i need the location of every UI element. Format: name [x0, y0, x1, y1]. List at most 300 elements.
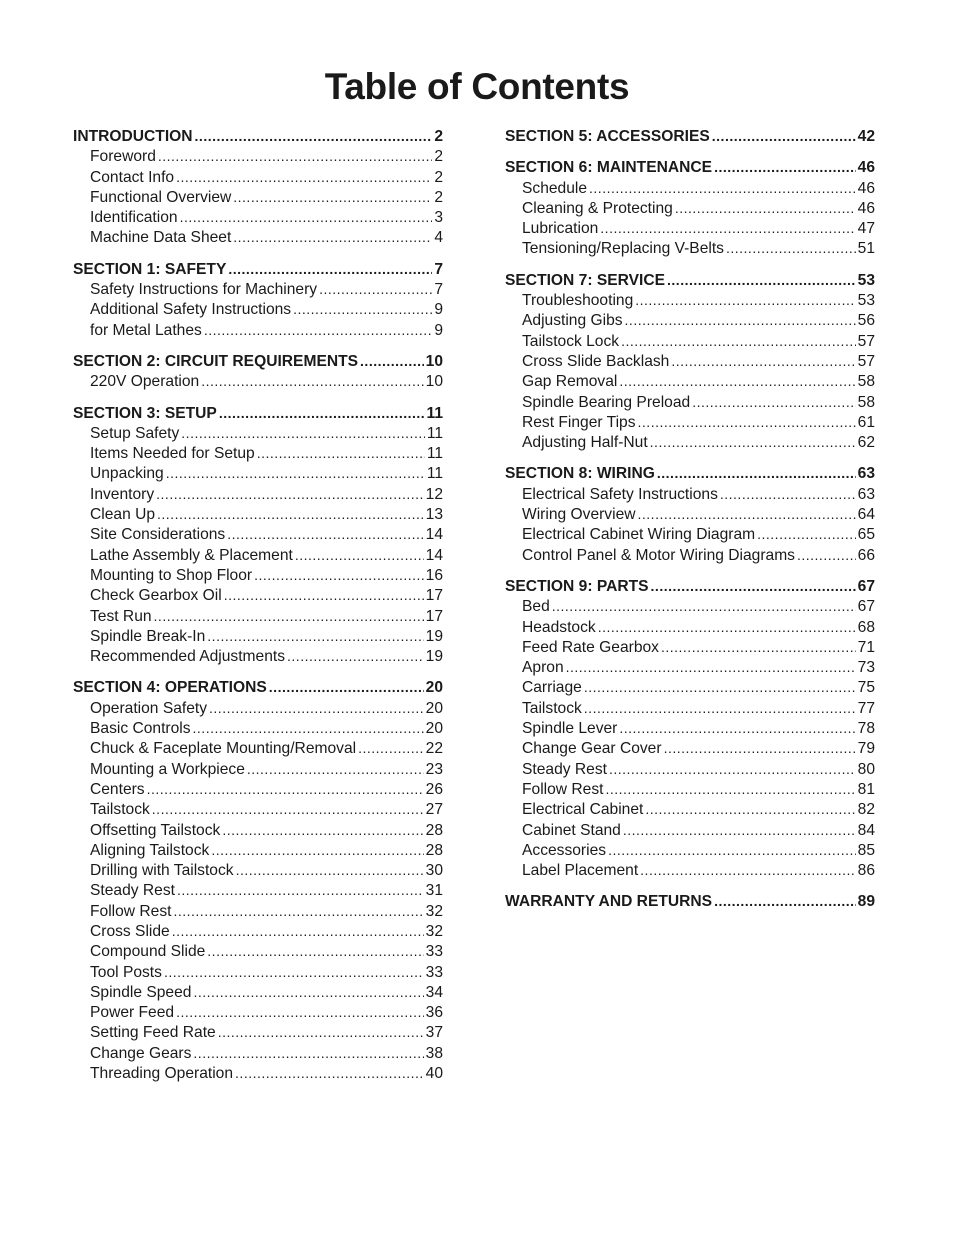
entry-title: Test Run	[90, 607, 152, 625]
page-number: 57	[857, 352, 875, 370]
dot-leader	[584, 677, 856, 697]
dot-leader	[720, 484, 856, 504]
toc-section	[505, 126, 875, 146]
dot-leader	[650, 432, 856, 452]
dot-leader	[600, 218, 855, 238]
dot-leader	[224, 585, 424, 605]
toc-entry-tool-posts[interactable]	[73, 962, 443, 982]
dot-leader	[625, 310, 856, 330]
dot-leader	[714, 157, 856, 177]
page-number: 11	[426, 445, 443, 463]
entry-title: Cross Slide	[90, 922, 170, 940]
toc-entry-adjusting-gibs[interactable]	[505, 310, 875, 330]
dot-leader	[154, 606, 424, 626]
page-number: 37	[425, 1024, 443, 1042]
dot-leader	[193, 1043, 423, 1063]
page-number: 68	[857, 618, 875, 636]
entry-title: Operation Safety	[90, 699, 208, 717]
toc-entry-spindle-lever[interactable]	[505, 718, 875, 738]
page-number: 58	[857, 373, 875, 391]
dot-leader	[623, 820, 856, 840]
toc-entry-cleaning-protecting[interactable]	[505, 198, 875, 218]
section-title: SECTION 3: SETUP	[73, 404, 217, 422]
dot-leader	[797, 545, 856, 565]
toc-entry-recommended-adjustments[interactable]	[73, 646, 443, 666]
entry-title: Electrical Cabinet Wiring Diagram	[522, 526, 756, 544]
toc-entry-electrical-cabinet[interactable]	[505, 799, 875, 819]
page-number: 23	[425, 760, 443, 778]
toc-section	[505, 463, 875, 564]
dot-leader	[180, 207, 433, 227]
toc-section-heading-section-7-service[interactable]	[505, 270, 875, 290]
dot-leader	[358, 738, 424, 758]
page-number: 28	[425, 841, 443, 859]
entry-title: Change Gear Cover	[522, 740, 662, 758]
entry-title: Machine Data Sheet	[90, 229, 232, 247]
dot-leader	[645, 799, 855, 819]
dot-leader	[584, 698, 856, 718]
entry-title: Tailstock Lock	[522, 332, 620, 350]
toc-entry-mounting-a-workpiece[interactable]	[73, 759, 443, 779]
toc-entry-tensioning-replacing-v-belts[interactable]	[505, 238, 875, 258]
page-number: 11	[426, 465, 443, 483]
page-title: Table of Contents	[324, 66, 630, 107]
dot-leader	[172, 921, 424, 941]
toc-entry-site-considerations[interactable]	[73, 524, 443, 544]
toc-entry-aligning-tailstock[interactable]	[73, 840, 443, 860]
page-number: 51	[857, 240, 875, 258]
page-number: 10	[425, 373, 443, 391]
toc-entry-mounting-to-shop-floor[interactable]	[73, 565, 443, 585]
section-title: SECTION 8: WIRING	[505, 465, 655, 483]
entry-title: Headstock	[522, 618, 596, 636]
dot-leader	[671, 351, 855, 371]
dot-leader	[293, 299, 432, 319]
toc-left-column	[73, 126, 443, 1094]
dot-leader	[176, 167, 432, 187]
page-number: 77	[857, 699, 875, 717]
toc-entry-threading-operation[interactable]	[73, 1063, 443, 1083]
page-number: 66	[857, 546, 875, 564]
toc-entry-spindle-bearing-preload[interactable]	[505, 392, 875, 412]
page-number: 65	[857, 526, 875, 544]
dot-leader	[726, 238, 856, 258]
toc-entry-steady-rest[interactable]	[505, 759, 875, 779]
toc-entry-operation-safety[interactable]	[73, 698, 443, 718]
page-number: 79	[857, 740, 875, 758]
entry-title: Check Gearbox Oil	[90, 587, 222, 605]
dot-leader	[235, 1063, 424, 1083]
entry-title: Bed	[522, 598, 550, 616]
page-number: 20	[425, 720, 443, 738]
toc-entry-schedule[interactable]	[505, 178, 875, 198]
entry-title: Carriage	[522, 679, 582, 697]
dot-leader	[638, 504, 856, 524]
dot-leader	[712, 126, 856, 146]
entry-title: Follow Rest	[90, 902, 172, 920]
page-number: 85	[857, 841, 875, 859]
page-number: 63	[857, 485, 875, 503]
toc-entry-test-run[interactable]	[73, 606, 443, 626]
toc-entry-setup-safety[interactable]	[73, 423, 443, 443]
toc-entry-change-gears[interactable]	[73, 1043, 443, 1063]
toc-entry-electrical-safety-instructions[interactable]	[505, 484, 875, 504]
toc-entry-accessories[interactable]	[505, 840, 875, 860]
dot-leader	[638, 412, 856, 432]
dot-leader	[211, 840, 423, 860]
dot-leader	[207, 941, 423, 961]
dot-leader	[651, 576, 856, 596]
dot-leader	[181, 423, 425, 443]
toc-entry-tailstock[interactable]	[505, 698, 875, 718]
dot-leader	[201, 371, 423, 391]
page-number: 19	[425, 648, 443, 666]
dot-leader	[608, 840, 856, 860]
dot-leader	[635, 290, 855, 310]
toc-section-heading-section-3-setup[interactable]	[73, 403, 443, 423]
dot-leader	[552, 596, 856, 616]
dot-leader	[621, 331, 856, 351]
page-number: 73	[857, 659, 875, 677]
toc-entry-steady-rest[interactable]	[73, 880, 443, 900]
page-number: 53	[857, 292, 875, 310]
dot-leader	[152, 799, 424, 819]
page-number: 89	[857, 893, 875, 911]
entry-title: Electrical Cabinet	[522, 801, 644, 819]
toc-section-heading-section-1-safety[interactable]	[73, 259, 443, 279]
toc-entry-label-placement[interactable]	[505, 860, 875, 880]
toc-section	[505, 157, 875, 258]
page-number: 11	[426, 424, 443, 442]
toc-section	[505, 891, 875, 911]
toc-section	[73, 259, 443, 340]
page-number: 32	[425, 902, 443, 920]
toc-section	[73, 351, 443, 392]
page-number: 46	[857, 159, 875, 177]
page-number: 34	[425, 983, 443, 1001]
page-number: 32	[425, 922, 443, 940]
toc-entry-clean-up[interactable]	[73, 504, 443, 524]
page-number: 14	[425, 546, 443, 564]
entry-title: Wiring Overview	[522, 506, 636, 524]
page-number: 46	[857, 199, 875, 217]
toc-entry-lathe-assembly-placement[interactable]	[73, 545, 443, 565]
dot-leader	[664, 738, 856, 758]
entry-title: Aligning Tailstock	[90, 841, 210, 859]
entry-title: Mounting to Shop Floor	[90, 566, 253, 584]
toc-section-heading-section-8-wiring[interactable]	[505, 463, 875, 483]
toc-entry-drilling-with-tailstock[interactable]	[73, 860, 443, 880]
page-number: 33	[425, 943, 443, 961]
dot-leader	[598, 617, 856, 637]
toc-section-heading-section-5-accessories[interactable]	[505, 126, 875, 146]
entry-title: Troubleshooting	[522, 292, 634, 310]
dot-leader	[269, 677, 424, 697]
toc-entry-spindle-speed[interactable]	[73, 982, 443, 1002]
entry-title: for Metal Lathes	[90, 321, 202, 339]
dot-leader	[295, 545, 424, 565]
page-number: 81	[857, 780, 875, 798]
entry-title: Schedule	[522, 179, 588, 197]
entry-title: Centers	[90, 780, 145, 798]
entry-title: Unpacking	[90, 465, 164, 483]
section-title: SECTION 1: SAFETY	[73, 260, 227, 278]
toc-entry-cross-slide-backlash[interactable]	[505, 351, 875, 371]
page-number: 67	[857, 598, 875, 616]
toc-entry-220v-operation[interactable]	[73, 371, 443, 391]
entry-title: Steady Rest	[90, 882, 175, 900]
toc-entry-foreword[interactable]	[73, 146, 443, 166]
toc-entry-check-gearbox-oil[interactable]	[73, 585, 443, 605]
page-number: 38	[425, 1044, 443, 1062]
entry-title: Threading Operation	[90, 1065, 234, 1083]
page-number: 2	[434, 168, 443, 186]
page-number: 4	[434, 229, 443, 247]
dot-leader	[209, 698, 424, 718]
toc-entry-compound-slide[interactable]	[73, 941, 443, 961]
entry-title: Rest Finger Tips	[522, 413, 636, 431]
dot-leader	[667, 270, 856, 290]
toc-entry-centers[interactable]	[73, 779, 443, 799]
entry-title: Drilling with Tailstock	[90, 862, 234, 880]
page-number: 62	[857, 434, 875, 452]
toc-entry-carriage[interactable]	[505, 677, 875, 697]
dot-leader	[177, 880, 424, 900]
dot-leader	[287, 646, 424, 666]
section-title: INTRODUCTION	[73, 128, 193, 145]
toc-section-heading-warranty-and-returns[interactable]	[505, 891, 875, 911]
toc-entry-rest-finger-tips[interactable]	[505, 412, 875, 432]
page-number: 10	[425, 352, 443, 370]
entry-title: Feed Rate Gearbox	[522, 638, 659, 656]
page-number: 86	[857, 862, 875, 880]
page-number: 16	[425, 566, 443, 584]
toc-entry-change-gear-cover[interactable]	[505, 738, 875, 758]
entry-title: Tailstock	[522, 699, 582, 717]
dot-leader	[218, 1022, 424, 1042]
entry-title: Tool Posts	[90, 963, 162, 981]
page-number: 40	[425, 1065, 443, 1083]
toc-entry-items-needed-for-setup[interactable]	[73, 443, 443, 463]
toc-entry-bed[interactable]	[505, 596, 875, 616]
toc-entry-power-feed[interactable]	[73, 1002, 443, 1022]
toc-section-heading-introduction[interactable]	[73, 126, 443, 146]
toc-section-heading-section-2-circuit-requirements[interactable]	[73, 351, 443, 371]
dot-leader	[156, 484, 423, 504]
entry-title: Steady Rest	[522, 760, 607, 778]
toc-entry-adjusting-half-nut[interactable]	[505, 432, 875, 452]
section-title: SECTION 9: PARTS	[505, 577, 649, 595]
toc-entry-spindle-break-in[interactable]	[73, 626, 443, 646]
toc-entry-chuck-faceplate-mounting-removal[interactable]	[73, 738, 443, 758]
page-number: 61	[857, 413, 875, 431]
dot-leader	[219, 403, 425, 423]
page-number: 12	[425, 485, 443, 503]
page-number: 53	[857, 271, 875, 289]
toc-entry-follow-rest[interactable]	[73, 901, 443, 921]
dot-leader	[661, 637, 856, 657]
page-number: 67	[857, 577, 875, 595]
dot-leader	[166, 463, 425, 483]
dot-leader	[247, 759, 424, 779]
page-number: 9	[434, 321, 443, 339]
toc-section	[505, 270, 875, 453]
dot-leader	[173, 901, 423, 921]
toc-entry-machine-data-sheet[interactable]	[73, 227, 443, 247]
entry-title: Contact Info	[90, 168, 175, 186]
toc-section-heading-section-9-parts[interactable]	[505, 576, 875, 596]
toc-section-heading-section-4-operations[interactable]	[73, 677, 443, 697]
dot-leader	[158, 146, 432, 166]
entry-title: Apron	[522, 659, 564, 677]
dot-leader	[605, 779, 855, 799]
toc-entry-headstock[interactable]	[505, 617, 875, 637]
page-number: 20	[425, 679, 443, 697]
toc-section	[73, 126, 443, 248]
dot-leader	[619, 371, 855, 391]
entry-title: Identification	[90, 209, 178, 227]
entry-title: Offsetting Tailstock	[90, 821, 221, 839]
page-number: 14	[425, 526, 443, 544]
page-number: 2	[434, 148, 443, 166]
page-number: 13	[425, 506, 443, 524]
page-number: 58	[857, 393, 875, 411]
entry-title: Mounting a Workpiece	[90, 760, 245, 778]
toc-entry-functional-overview[interactable]	[73, 187, 443, 207]
toc-entry-lubrication[interactable]	[505, 218, 875, 238]
entry-title: Foreword	[90, 148, 156, 166]
dot-leader	[227, 524, 423, 544]
entry-title: Accessories	[522, 841, 607, 859]
entry-title: Power Feed	[90, 1004, 175, 1022]
entry-title: Change Gears	[90, 1044, 192, 1062]
page-number: 17	[425, 607, 443, 625]
page-number: 31	[425, 882, 443, 900]
entry-title: Control Panel & Motor Wiring Diagrams	[522, 546, 795, 564]
toc-entry-safety-instructions-for-machinery[interactable]	[73, 279, 443, 299]
section-title: SECTION 5: ACCESSORIES	[505, 128, 710, 145]
entry-title: 220V Operation	[90, 373, 200, 391]
toc-entry-gap-removal[interactable]	[505, 371, 875, 391]
dot-leader	[236, 860, 424, 880]
page-number: 78	[857, 720, 875, 738]
entry-title: Safety Instructions for Machinery	[90, 281, 318, 299]
entry-title: Basic Controls	[90, 720, 191, 738]
dot-leader	[204, 320, 432, 340]
page-number: 9	[434, 301, 443, 319]
page-number: 63	[857, 465, 875, 483]
page-number: 75	[857, 679, 875, 697]
page-number: 19	[425, 627, 443, 645]
toc-entry-additional-safety-instructions[interactable]	[73, 299, 443, 319]
entry-title: Lathe Assembly & Placement	[90, 546, 293, 564]
toc-entry-setting-feed-rate[interactable]	[73, 1022, 443, 1042]
toc-entry-tailstock[interactable]	[73, 799, 443, 819]
dot-leader	[193, 718, 424, 738]
toc-entry-control-panel-motor-wiring-diagrams[interactable]	[505, 545, 875, 565]
dot-leader	[147, 779, 424, 799]
dot-leader	[207, 626, 423, 646]
toc-entry-contact-info[interactable]	[73, 167, 443, 187]
toc-section-heading-section-6-maintenance[interactable]	[505, 157, 875, 177]
toc-entry-cross-slide[interactable]	[73, 921, 443, 941]
section-title: WARRANTY AND RETURNS	[505, 893, 713, 911]
page-number: 22	[425, 740, 443, 758]
toc-entry-apron[interactable]	[505, 657, 875, 677]
toc-entry-unpacking[interactable]	[73, 463, 443, 483]
section-title: SECTION 6: MAINTENANCE	[505, 159, 713, 177]
toc-entry-follow-rest[interactable]	[505, 779, 875, 799]
toc-entry-troubleshooting[interactable]	[505, 290, 875, 310]
dot-leader	[222, 820, 423, 840]
page-number: 56	[857, 312, 875, 330]
page-number: 7	[434, 281, 443, 299]
toc-entry-wiring-overview[interactable]	[505, 504, 875, 524]
dot-leader	[692, 392, 855, 412]
entry-title: Spindle Break-In	[90, 627, 206, 645]
entry-title: Spindle Speed	[90, 983, 192, 1001]
dot-leader	[566, 657, 856, 677]
entry-title: Label Placement	[522, 862, 639, 880]
dot-leader	[193, 982, 423, 1002]
toc-entry-for-metal-lathes[interactable]	[73, 320, 443, 340]
dot-leader	[609, 759, 856, 779]
toc-entry-inventory[interactable]	[73, 484, 443, 504]
dot-leader	[257, 443, 425, 463]
page-number: 36	[425, 1004, 443, 1022]
dot-leader	[233, 227, 432, 247]
entry-title: Gap Removal	[522, 373, 618, 391]
page-number: 28	[425, 821, 443, 839]
toc-entry-offsetting-tailstock[interactable]	[73, 820, 443, 840]
entry-title: Follow Rest	[522, 780, 604, 798]
section-title: SECTION 2: CIRCUIT REQUIREMENTS	[73, 352, 359, 370]
entry-title: Functional Overview	[90, 188, 232, 206]
page-number: 64	[857, 506, 875, 524]
toc-entry-feed-rate-gearbox[interactable]	[505, 637, 875, 657]
toc-entry-electrical-cabinet-wiring-diagram[interactable]	[505, 524, 875, 544]
dot-leader	[619, 718, 855, 738]
entry-title: Setting Feed Rate	[90, 1024, 216, 1042]
toc-entry-cabinet-stand[interactable]	[505, 820, 875, 840]
entry-title: Cabinet Stand	[522, 821, 621, 839]
dot-leader	[176, 1002, 424, 1022]
page-number: 2	[434, 188, 443, 206]
toc-section	[73, 403, 443, 667]
toc-entry-basic-controls[interactable]	[73, 718, 443, 738]
dot-leader	[714, 891, 856, 911]
page-number: 57	[857, 332, 875, 350]
dot-leader	[233, 187, 432, 207]
toc-entry-tailstock-lock[interactable]	[505, 331, 875, 351]
entry-title: Setup Safety	[90, 424, 180, 442]
entry-title: Tensioning/Replacing V-Belts	[522, 240, 724, 258]
toc-section	[505, 576, 875, 880]
entry-title: Clean Up	[90, 506, 156, 524]
toc-right-column	[505, 126, 875, 923]
section-title: SECTION 4: OPERATIONS	[73, 679, 267, 697]
entry-title: Adjusting Half-Nut	[522, 434, 648, 452]
dot-leader	[254, 565, 424, 585]
dot-leader	[195, 126, 433, 146]
page-number: 84	[857, 821, 875, 839]
page-number: 17	[425, 587, 443, 605]
page-number: 20	[425, 699, 443, 717]
toc-section	[73, 677, 443, 1083]
page-number: 46	[857, 179, 875, 197]
dot-leader	[657, 463, 856, 483]
toc-entry-identification[interactable]	[73, 207, 443, 227]
